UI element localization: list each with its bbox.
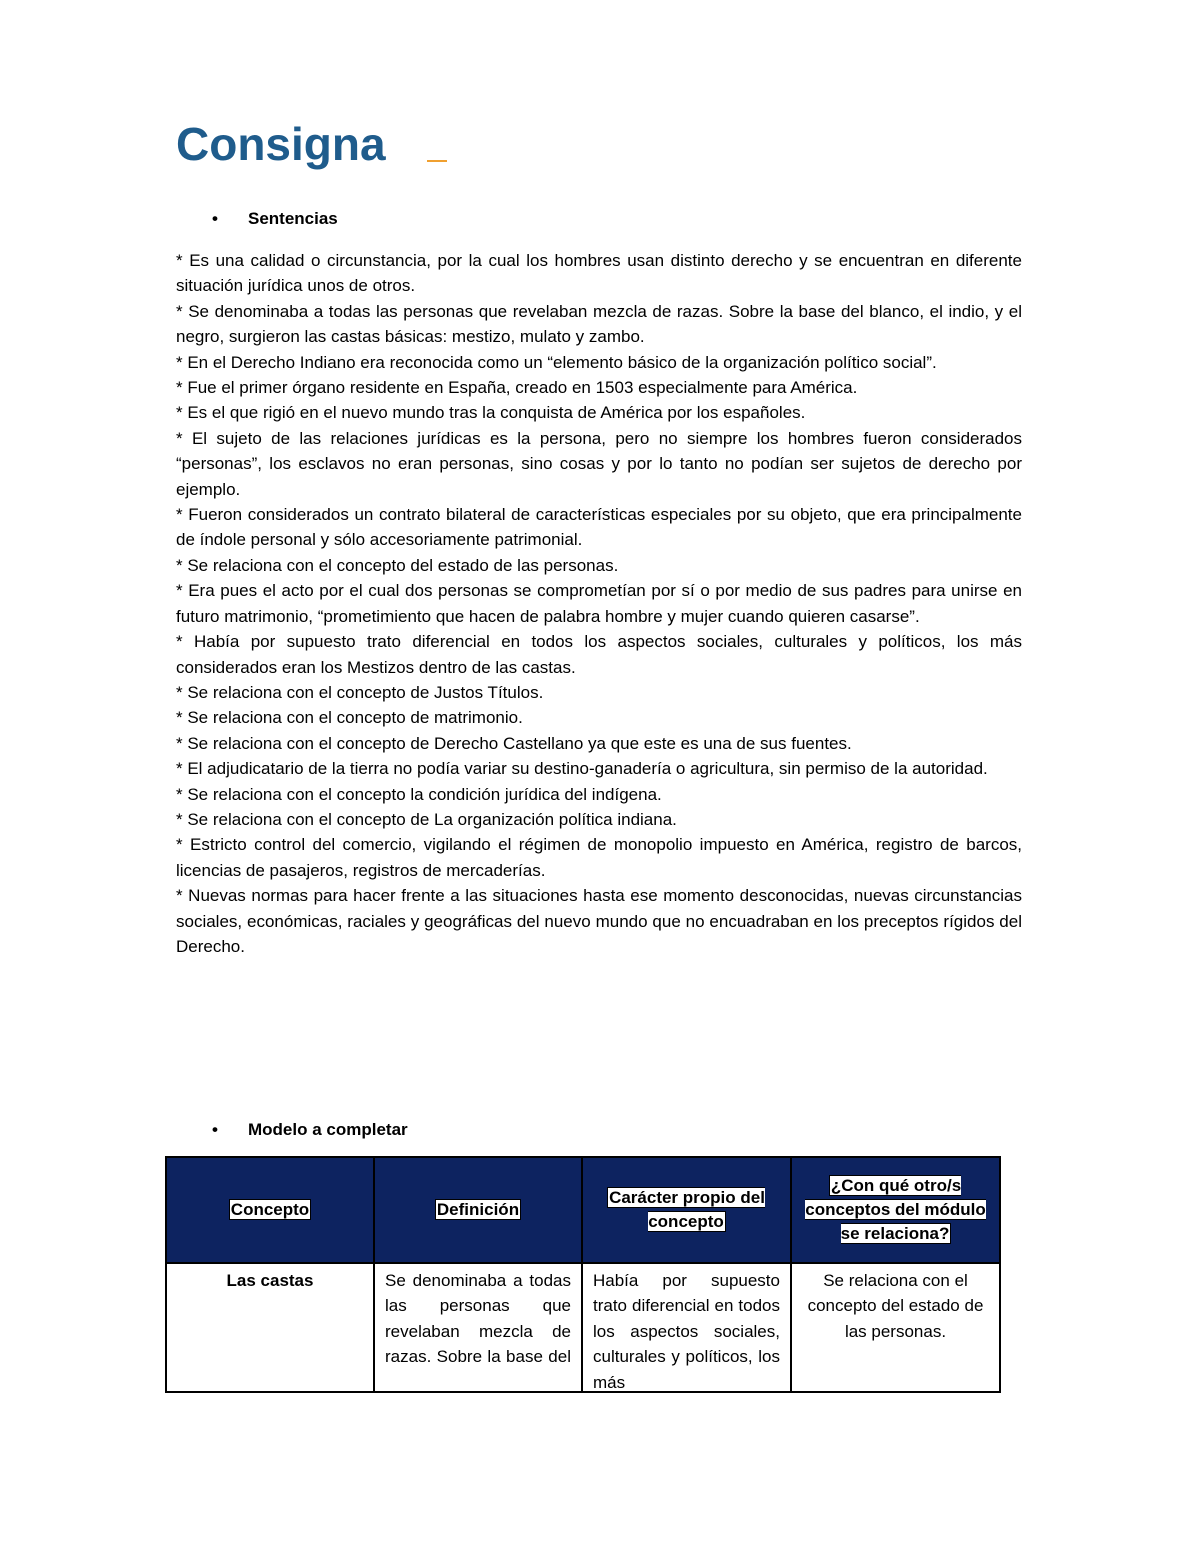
bullet-icon: • xyxy=(212,1120,218,1139)
sentence-item: * Nuevas normas para hacer frente a las situaciones hasta ese momento desconocidas, nuevas circunstancias sociales, económicas, raciales y geográficas del nuevo mundo que no encuadraban en los preceptos rígidos del Derecho. xyxy=(176,886,1022,956)
sentence-item: * En el Derecho Indiano era reconocida como un “elemento básico de la organización político social”. xyxy=(176,352,937,372)
title-accent-mark xyxy=(427,160,447,162)
sentence-item: * Fue el primer órgano residente en España, creado en 1503 especialmente para América. xyxy=(176,378,858,398)
sentence-item: * El sujeto de las relaciones jurídicas es la persona, pero no siempre los hombres fueron considerados “personas”, los esclavos no eran personas, sino cosas y por lo tanto no podían ser sujetos de derecho por ejemplo. xyxy=(176,428,1022,499)
header-concepto: Concepto xyxy=(166,1157,374,1263)
sentence-item: * Se relaciona con el concepto de La organización política indiana. xyxy=(176,809,677,829)
sentence-item: * Es el que rigió en el nuevo mundo tras la conquista de América por los españoles. xyxy=(176,403,806,423)
sentence-item: * Estricto control del comercio, vigilando el régimen de monopolio impuesto en América, registro de barcos, licencias de pasajeros, registros de mercaderías. xyxy=(176,835,1022,880)
sentence-item: * Es una calidad o circunstancia, por la cual los hombres usan distinto derecho y se encuentran en diferente situación jurídica unos de otros. xyxy=(176,251,1022,296)
sentence-item: * Se relaciona con el concepto del estado de las personas. xyxy=(176,555,619,575)
sentence-item: * Era pues el acto por el cual dos personas se comprometían por sí o por medio de sus padres para unirse en futuro matrimonio, “prometimiento que hacen de palabra hombre y mujer cuando quieren casarse”. xyxy=(176,581,1022,626)
section-heading-label: Modelo a completar xyxy=(248,1120,408,1139)
bullet-icon: • xyxy=(212,209,218,228)
table-row xyxy=(166,1263,1000,1392)
model-table xyxy=(165,1156,1001,1393)
sentence-item: * Se denominaba a todas las personas que revelaban mezcla de razas. Sobre la base del blanco, el indio, y el negro, surgieron las castas básicas: mestizo, mulato y zambo. xyxy=(176,301,1022,347)
sentence-item: * El adjudicatario de la tierra no podía variar su destino-ganadería o agricultura, sin permiso de la autoridad. xyxy=(176,759,988,779)
sentence-item: * Se relaciona con el concepto de matrimonio. xyxy=(176,708,523,728)
sentences-list xyxy=(176,248,1022,959)
table-header-row xyxy=(166,1157,1000,1263)
cell-concepto: Las castas xyxy=(166,1263,374,1392)
cell-caracter: Había por supuesto trato diferencial en todos los aspectos sociales, culturales y políticos, los más xyxy=(582,1263,791,1392)
sentence-item: * Se relaciona con el concepto la condición jurídica del indígena. xyxy=(176,784,662,804)
sentence-item: * Se relaciona con el concepto de Derecho Castellano ya que este es una de sus fuentes. xyxy=(176,733,852,753)
cell-definicion: Se denominaba a todas las personas que revelaban mezcla de razas. Sobre la base del xyxy=(374,1263,582,1392)
cell-relacion: Se relaciona con el concepto del estado de las personas. xyxy=(791,1263,1000,1392)
sentence-item: * Fueron considerados un contrato bilateral de características especiales por su objeto, que era principalmente de índole personal y sólo accesoriamente patrimonial. xyxy=(176,505,1022,550)
page-title: Consigna xyxy=(176,118,386,170)
header-relacion: ¿Con qué otro/s conceptos del módulo se relaciona? xyxy=(791,1157,1000,1263)
header-definicion: Definición xyxy=(374,1157,582,1263)
sentence-item: * Se relaciona con el concepto de Justos Títulos. xyxy=(176,682,544,702)
sentence-item: * Había por supuesto trato diferencial en todos los aspectos sociales, culturales y políticos, los más considerados eran los Mestizos dentro de las castas. xyxy=(176,632,1022,677)
header-caracter: Carácter propio del concepto xyxy=(582,1157,791,1263)
section-heading-label: Sentencias xyxy=(248,209,338,228)
